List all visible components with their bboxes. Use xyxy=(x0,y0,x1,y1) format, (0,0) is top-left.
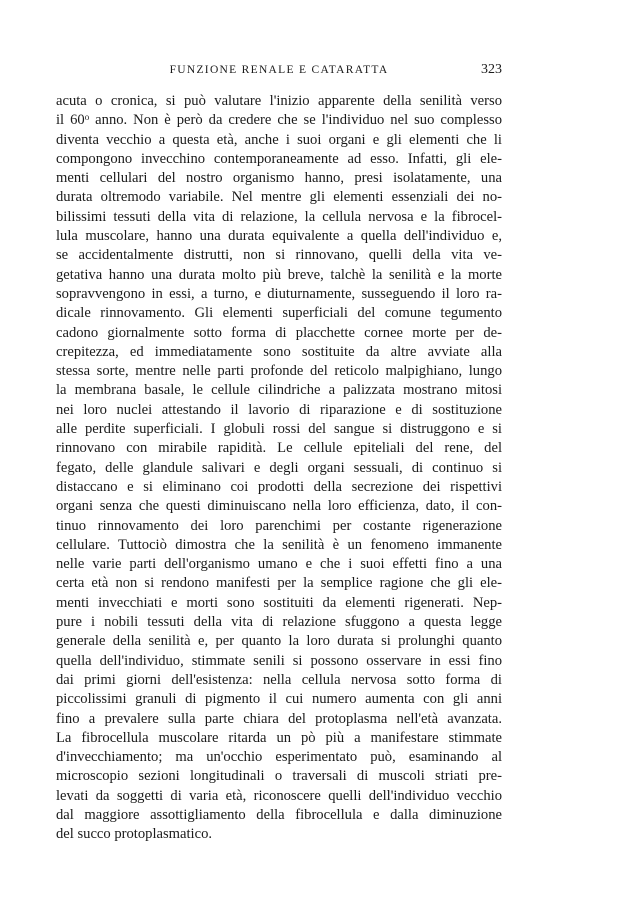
text-line: sopravvengono in essi, a turno, e diuturnamente, susseguendo il loro ra- xyxy=(56,285,502,302)
text-line: lula muscolare, hanno una durata equivalente a quella dell'individuo e, xyxy=(56,228,502,245)
text-line: alle perdite superficiali. I globuli rossi del sangue si distruggono e si xyxy=(56,421,502,438)
text-line: durata oltremodo variabile. Nel mentre gli elementi essenziali dei no- xyxy=(56,189,502,206)
text-line: il 60$^o$ anno. Non è però da credere che se l'individuo nel suo complesso xyxy=(56,112,502,129)
text-line: d'invecchiamento; ma un'occhio esperimentato può, esaminando al xyxy=(56,749,502,766)
text-line: La fibrocellula muscolare ritarda un pò più a manifestare stimmate xyxy=(56,729,502,746)
body-paragraph xyxy=(56,92,502,845)
text-line: certa età non si rendono manifesti per la semplice ragione che gli ele- xyxy=(56,575,502,592)
text-line: crepitezza, ed immediatamente sono sostituite da altre avviate alla xyxy=(56,343,502,360)
text-line: menti cellulari del nostro organismo hanno, presi isolatamente, una xyxy=(56,170,502,187)
text-line: nei loro nuclei attestando il lavorio di riparazione e di sostituzione xyxy=(56,401,502,418)
text-line: dai primi giorni dell'esistenza: nella cellula nervosa sotto forma di xyxy=(56,671,502,688)
text-line: diventa vecchio a questa età, anche i suoi organi e gli elementi che li xyxy=(56,131,502,148)
text-line: compongono invecchino contemporaneamente ad esso. Infatti, gli ele- xyxy=(56,150,502,167)
text-line: se accidentalmente distrutti, non si rinnovano, quelli della vita ve- xyxy=(56,247,502,264)
text-line: organi senza che questi diminuiscano nella loro efficienza, dato, il con- xyxy=(56,498,502,515)
page-number: 323 xyxy=(481,62,502,77)
text-line: cellulare. Tuttociò dimostra che la senilità è un fenomeno immanente xyxy=(56,536,502,553)
text-line: menti invecchiati e morti sono sostituiti da elementi rigenerati. Nep- xyxy=(56,594,502,611)
text-line: acuta o cronica, si può valutare l'inizio apparente della senilità verso xyxy=(56,93,502,109)
text-line: stessa sorte, mentre nelle parti profonde del reticolo malpighiano, lungo xyxy=(56,363,502,380)
text-line: fino a prevalere sulla parte chiara del protoplasma nell'età avanzata. xyxy=(56,710,502,727)
text-line: microscopio sezioni longitudinali o traversali di muscoli striati pre- xyxy=(56,768,502,785)
text-line: dicale rinnovamento. Gli elementi superficiali del comune tegumento xyxy=(56,305,502,322)
text-line: levati da soggetti di varia età, riconoscere quelli dell'individuo vecchio xyxy=(56,787,502,804)
text-line: nelle varie parti dell'organismo umano e che i suoi effetti fino a una xyxy=(56,556,502,573)
text-line: pure i nobili tessuti della vita di relazione sfuggono a questa legge xyxy=(56,614,502,631)
text-line: cadono giornalmente sotto forma di placchette cornee morte per de- xyxy=(56,324,502,341)
text-line: quella dell'individuo, stimmate senili si possono osservare in essi fino xyxy=(56,652,502,669)
running-title: FUNZIONE RENALE E CATARATTA xyxy=(169,64,389,76)
text-line: dal maggiore assottigliamento della fibrocellula e dalla diminuzione xyxy=(56,806,502,823)
text-line: fegato, delle glandule salivari e degli organi sessuali, di continuo si xyxy=(56,459,502,476)
text-line: tinuo rinnovamento dei loro parenchimi per costante rigenerazione xyxy=(56,517,502,534)
text-line: del succo protoplasmatico. xyxy=(56,826,213,843)
text-line: generale della senilità e, per quanto la loro durata si prolunghi quanto xyxy=(56,633,502,650)
text-line: piccolissimi granuli di pigmento il cui numero aumenta con gli anni xyxy=(56,691,502,708)
text-line: distaccano e si eliminano coi prodotti della secrezione dei rispettivi xyxy=(56,478,502,495)
page-header xyxy=(56,62,502,80)
text-line: la membrana basale, le cellule cilindriche a palizzata mostrano mitosi xyxy=(56,382,502,399)
text-line: bilissimi tessuti della vita di relazione, la cellula nervosa e la fibrocel- xyxy=(56,208,502,225)
text-line: rinnovano con mirabile rapidità. Le cellule epiteliali del rene, del xyxy=(56,440,502,457)
text-line: getativa hanno una durata molto più breve, talchè la senilità e la morte xyxy=(56,266,502,283)
